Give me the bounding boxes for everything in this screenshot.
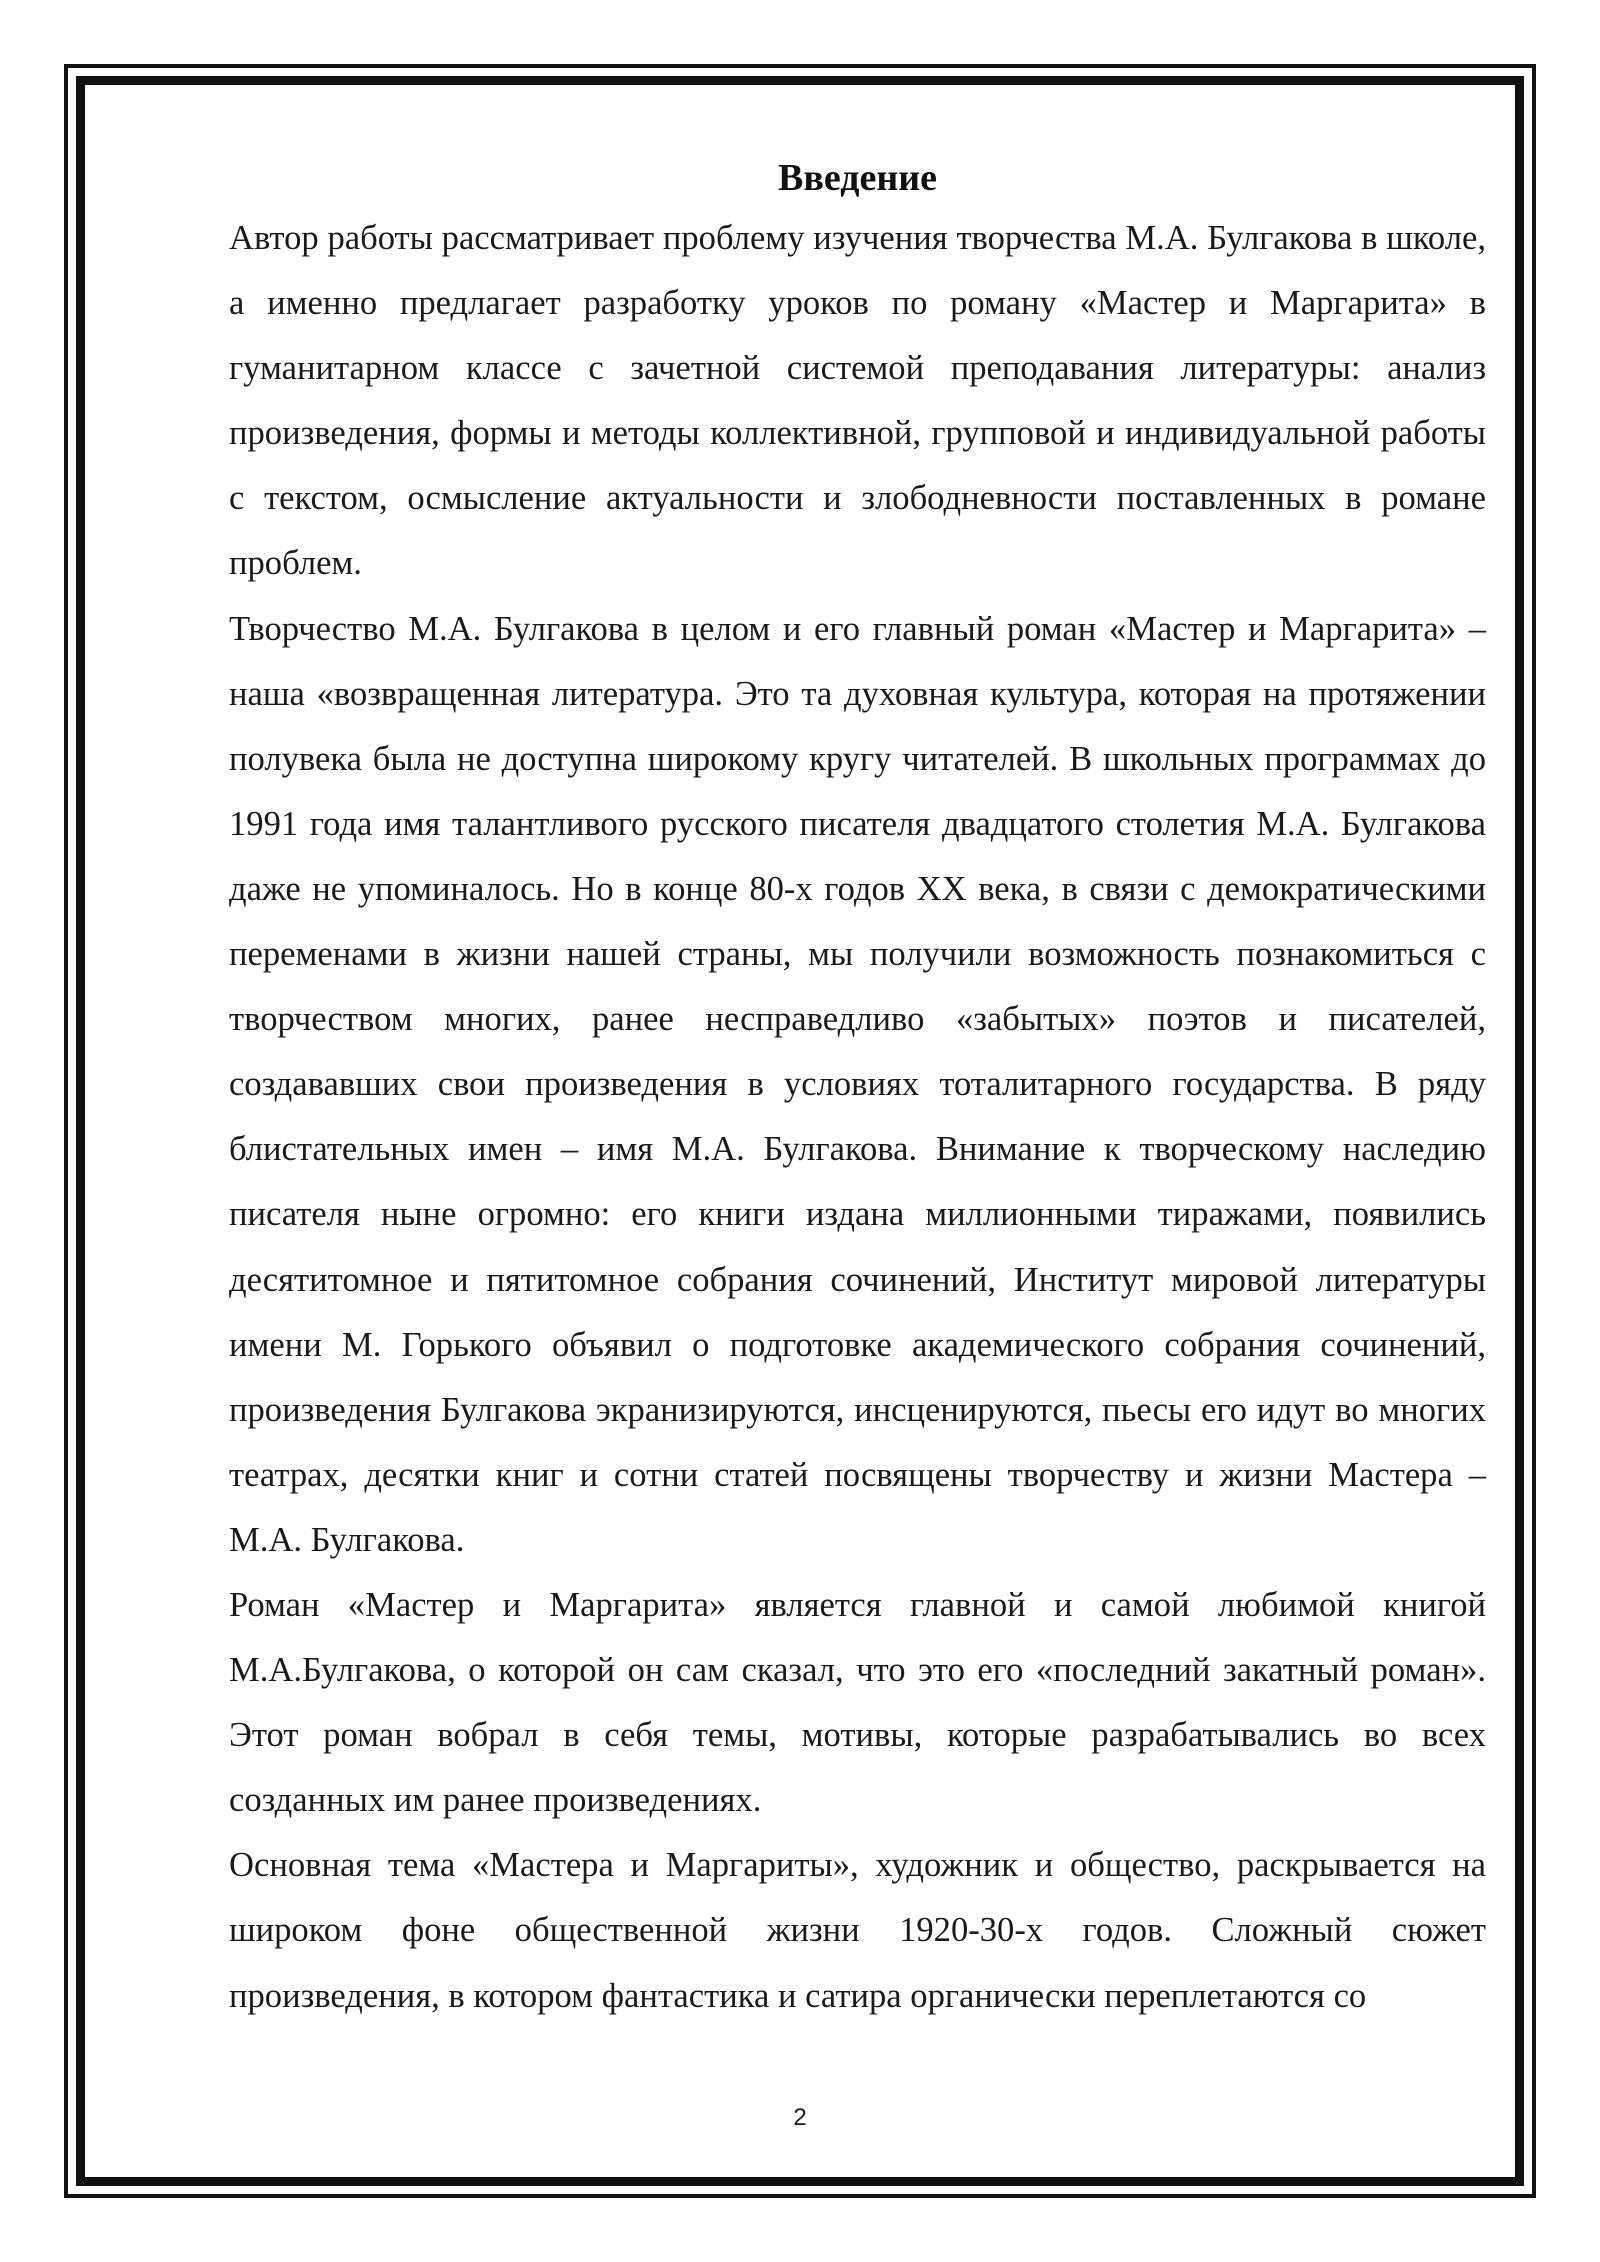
- page-number: 2: [793, 2104, 807, 2131]
- paragraph-1: Автор работы рассматривает проблему изучения творчества М.А. Булгакова в школе, а именно предлагает разработку уроков по роману «Мастер и Маргарита» в гуманитарном классе с зачетной системой преподавания литературы: анализ произведения, формы и методы коллективной, групповой и индивидуальной работы с текстом, осмысление актуальности и злободневности поставленных в романе проблем.: [229, 219, 1486, 583]
- page-content: [229, 150, 1486, 2029]
- page-title: Введение: [778, 157, 937, 199]
- paragraph-2: Творчество М.А. Булгакова в целом и его главный роман «Мастер и Маргарита» – наша «возвращенная литература. Это та духовная культура, которая на протяжении полувека была не доступна широкому кругу читателей. В школьных программах до 1991 года имя талантливого русского писателя двадцатого столетия М.А. Булгакова даже не упоминалось. Но в конце 80-х годов XX века, в связи с демократическими переменами в жизни нашей страны, мы получили возможность познакомиться с творчеством многих, ранее несправедливо «забытых» поэтов и писателей, создававших свои произведения в условиях тоталитарного государства. В ряду блистательных имен – имя М.А. Булгакова. Внимание к творческому наследию писателя ныне огромно: его книги издана миллионными тиражами, появились десятитомное и пятитомное собрания сочинений, Институт мировой литературы имени М. Горького объявил о подготовке академического собрания сочинений, произведения Булгакова экранизируются, инсценируются, пьесы его идут во многих театрах, десятки книг и сотни статей посвящены творчеству и жизни Мастера – М.А. Булгакова.: [229, 609, 1486, 1559]
- paragraph-3: Роман «Мастер и Маргарита» является главной и самой любимой книгой М.А.Булгакова, о которой он сам сказал, что это его «последний закатный роман». Этот роман вобрал в себя темы, мотивы, которые разрабатывались во всех созданных им ранее произведениях.: [229, 1585, 1486, 1820]
- paragraph-4: Основная тема «Мастера и Маргариты», художник и общество, раскрывается на широком фоне общественной жизни 1920-30-х годов. Сложный сюжет произведения, в котором фантастика и сатира органически переплетаются со: [229, 1846, 1486, 2015]
